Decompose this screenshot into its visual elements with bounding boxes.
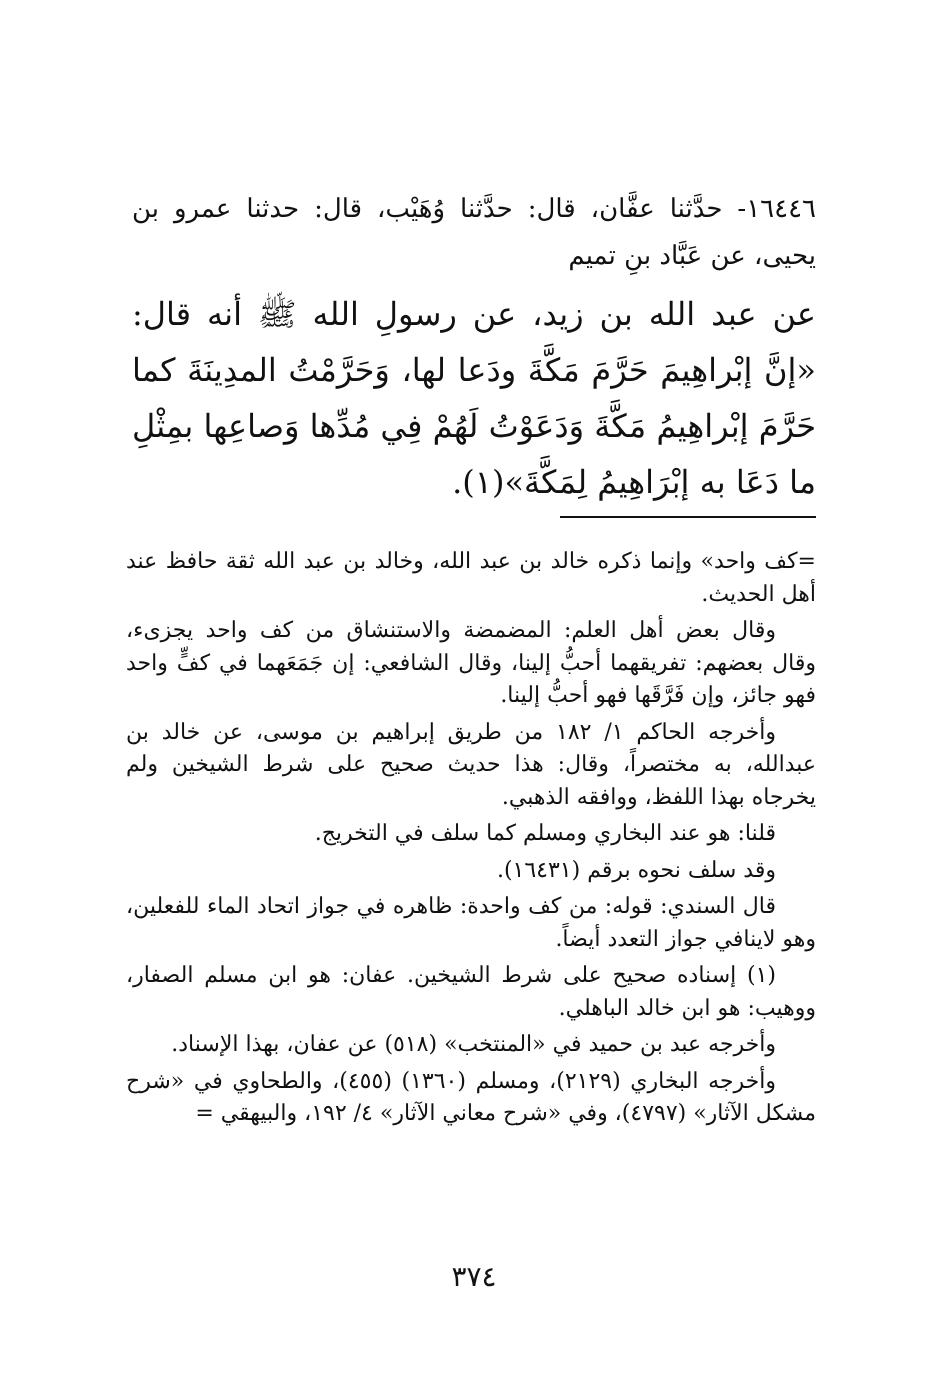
footnote-paragraph: وأخرجه الحاكم ١/ ١٨٢ من طريق إبراهيم بن موسى، عن خالد بن عبدالله، به مختصراً، وقال: هذا حديث صحيح على شرط الشيخين ولم يخرجاه بهذا اللفظ، ووافقه الذهبي. [126,719,816,810]
hadith-isnad: ١٦٤٤٦- حدَّثنا عفَّان، قال: حدَّثنا وُهَيْب، قال: حدثنا عمرو بن يحيى، عن عَبَّاد بنِ تميم [132,194,817,271]
footnote-paragraph: وأخرجه البخاري (٢١٢٩)، ومسلم (١٣٦٠) (٤٥٥)، والطحاوي في «شرح مشكل الآثار» (٤٧٩٧)، وفي «شرح معاني الآثار» ٤/ ١٩٢، والبيهقي = [126,1068,816,1126]
footnote-paragraph: قلنا: هو عند البخاري ومسلم كما سلف في التخريج. [314,821,776,846]
footnote-paragraph: وأخرجه عبد بن حميد في «المنتخب» (٥١٨) عن عفان، بهذا الإسناد. [171,1032,776,1057]
footnotes [126,546,816,1135]
footnote-separator [560,516,816,518]
footnote-paragraph: (١) إسناده صحيح على شرط الشيخين. عفان: هو ابن مسلم الصفار، ووهيب: هو ابن خالد الباهلي. [126,963,816,1021]
footnote-paragraph: وقد سلف نحوه برقم (١٦٤٣١). [496,857,776,883]
hadith-text: عن عبد الله بن زيد، عن رسولِ الله ﷺ أنه قال: «إنَّ إبْراهِيمَ حَرَّمَ مَكَّةَ ودَعا لها، وَحَرَّمْتُ المدِينَةَ كما حَرَّمَ إبْراهِيمُ مَكَّةَ وَدَعَوْتُ لَهُمْ فِي مُدِّها وَصاعِها بمِثْلِ ما دَعَا به إبْرَاهِيمُ لِمَكَّةَ»(١). [132,295,816,501]
page-number: ٣٧٤ [451,1260,497,1293]
footnote-paragraph: قال السندي: قوله: من كف واحدة: ظاهره في جواز اتحاد الماء للفعلين، وهو لاينافي جواز التعدد أيضاً. [126,894,816,952]
footnote-paragraph: =كف واحد» وإنما ذكره خالد بن عبد الله، وخالد بن عبد الله ثقة حافظ عند أهل الحديث. [126,549,816,607]
footnote-paragraph: وقال بعض أهل العلم: المضمضة والاستنشاق من كف واحد يجزىء، وقال بعضهم: تفريقهما أحبُّ إلينا، وقال الشافعي: إن جَمَعَهما في كفٍّ واحد فهو جائز، وإن فَرَّقَها فهو أحبُّ إلينا. [126,618,816,708]
